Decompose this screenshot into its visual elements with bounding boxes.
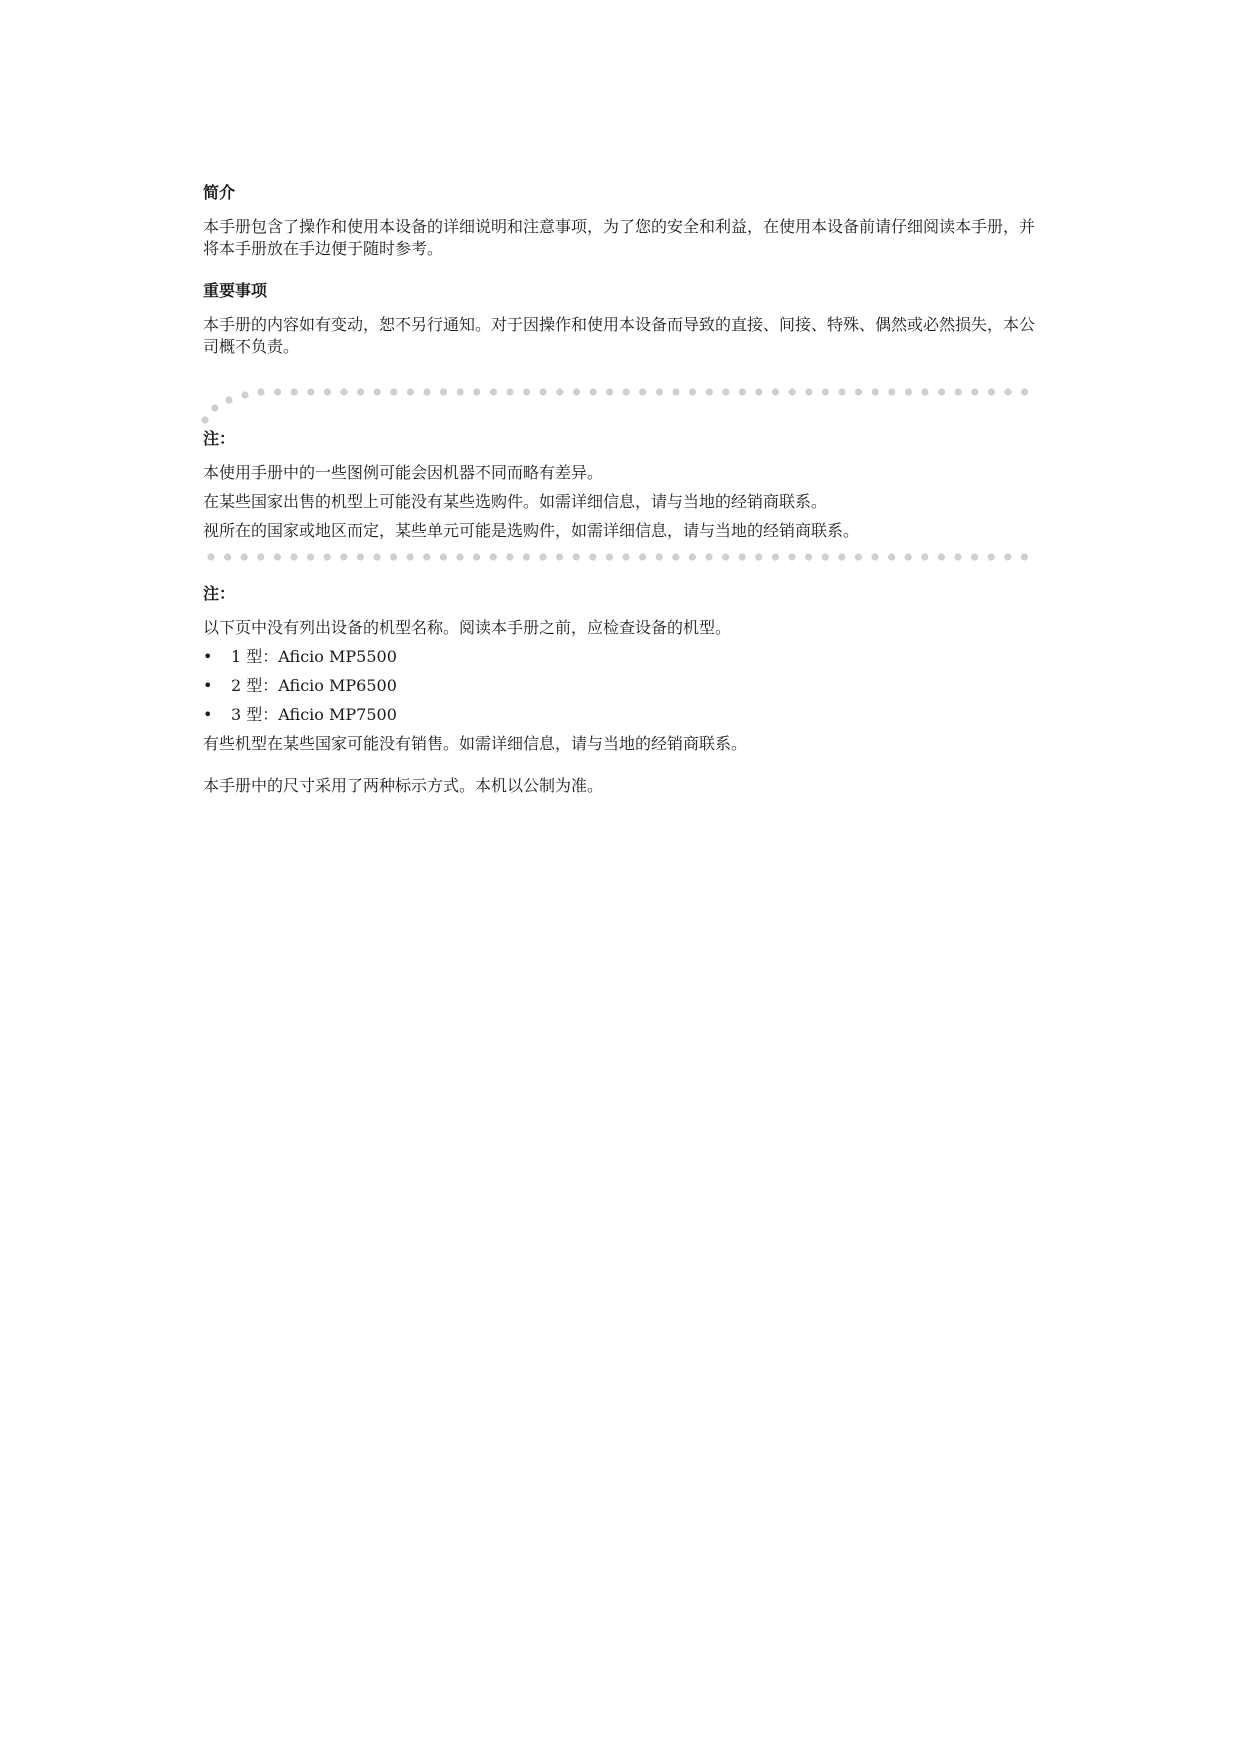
divider-dot — [988, 388, 995, 395]
divider-dot — [1004, 553, 1011, 560]
divider-dot — [490, 388, 497, 395]
model-list-item-text: 1 型：Aficio MP5500 — [231, 647, 397, 666]
note-dotted-divider — [203, 549, 1043, 565]
dotted-curve-graphic — [197, 378, 1047, 428]
divider-dot — [340, 553, 347, 560]
divider-dot — [556, 388, 563, 395]
divider-dot — [407, 388, 414, 395]
divider-dot — [622, 553, 629, 560]
divider-dot — [639, 388, 646, 395]
page-content — [203, 182, 1043, 797]
important-section — [203, 280, 1043, 358]
divider-dot — [201, 416, 208, 423]
divider-dot — [971, 388, 978, 395]
divider-dot — [589, 553, 596, 560]
divider-dot — [407, 553, 414, 560]
divider-dot — [755, 388, 762, 395]
divider-dot — [805, 553, 812, 560]
note-2-after: 有些机型在某些国家可能没有销售。如需详细信息，请与当地的经销商联系。 — [203, 734, 748, 753]
divider-dot — [274, 388, 281, 395]
important-heading: 重要事项 — [203, 281, 268, 300]
divider-dot — [606, 553, 613, 560]
divider-dot — [855, 388, 862, 395]
divider-dot — [573, 553, 580, 560]
model-list-item — [203, 704, 1043, 726]
divider-dot — [307, 388, 314, 395]
divider-dot — [324, 553, 331, 560]
divider-dot — [573, 388, 580, 395]
divider-dot — [838, 553, 845, 560]
divider-dot — [440, 388, 447, 395]
divider-dot — [540, 388, 547, 395]
divider-dot — [672, 388, 679, 395]
divider-dot — [755, 553, 762, 560]
bullet-icon: • — [203, 647, 213, 666]
divider-dot — [954, 553, 961, 560]
divider-dot — [1004, 388, 1011, 395]
divider-dot — [241, 391, 248, 398]
divider-dot — [656, 388, 663, 395]
divider-dot — [689, 388, 696, 395]
divider-dot — [390, 553, 397, 560]
model-list-item-text: 3 型：Aficio MP7500 — [231, 705, 397, 724]
divider-dot — [871, 553, 878, 560]
divider-dot — [855, 553, 862, 560]
divider-dot — [211, 404, 218, 411]
divider-dot — [921, 388, 928, 395]
divider-dot — [872, 388, 879, 395]
divider-dot — [888, 388, 895, 395]
divider-dot — [556, 553, 563, 560]
divider-dot — [224, 553, 231, 560]
divider-dot — [207, 553, 214, 560]
note-2-label: 注： — [203, 584, 236, 603]
divider-dot — [822, 388, 829, 395]
divider-dot — [257, 388, 264, 395]
divider-dot — [506, 388, 513, 395]
divider-dot — [905, 553, 912, 560]
model-list-item — [203, 646, 1043, 668]
divider-dot — [921, 553, 928, 560]
divider-dot — [722, 388, 729, 395]
note-2 — [203, 583, 1043, 755]
divider-dot — [805, 388, 812, 395]
divider-dot — [473, 553, 480, 560]
model-list — [203, 646, 1043, 726]
note-top-dotted-divider — [203, 378, 1043, 428]
divider-dot — [539, 553, 546, 560]
divider-dot — [456, 553, 463, 560]
divider-dot — [340, 388, 347, 395]
divider-dot — [440, 553, 447, 560]
divider-dot — [523, 388, 530, 395]
divider-dot — [888, 553, 895, 560]
bullet-icon: • — [203, 676, 213, 695]
divider-dot — [772, 553, 779, 560]
divider-dot — [838, 388, 845, 395]
note-2-intro: 以下页中没有列出设备的机型名称。阅读本手册之前，应检查设备的机型。 — [203, 618, 732, 637]
intro-section — [203, 182, 1043, 260]
divider-dot — [705, 553, 712, 560]
divider-dot — [506, 553, 513, 560]
divider-dot — [988, 553, 995, 560]
divider-dot — [706, 388, 713, 395]
divider-dot — [523, 553, 530, 560]
divider-dot — [457, 388, 464, 395]
divider-dot — [357, 553, 364, 560]
divider-dot — [324, 388, 331, 395]
divider-dot — [490, 553, 497, 560]
note-1-line: 在某些国家出售的机型上可能没有某些选购件。如需详细信息，请与当地的经销商联系。 — [203, 492, 828, 511]
divider-dot — [290, 553, 297, 560]
divider-dot — [788, 553, 795, 560]
note-1-line: 本使用手册中的一些图例可能会因机器不同而略有差异。 — [203, 463, 604, 482]
divider-dot — [639, 553, 646, 560]
divider-dot — [291, 388, 298, 395]
divider-dot — [689, 553, 696, 560]
note-1-line: 视所在的国家或地区而定，某些单元可能是选购件，如需详细信息，请与当地的经销商联系。 — [203, 521, 860, 540]
divider-dot — [606, 388, 613, 395]
divider-dot — [257, 553, 264, 560]
divider-dot — [473, 388, 480, 395]
note-1 — [203, 428, 1043, 542]
divider-dot — [722, 553, 729, 560]
divider-dot — [971, 553, 978, 560]
divider-dot — [905, 388, 912, 395]
divider-dot — [822, 553, 829, 560]
divider-dot — [739, 388, 746, 395]
divider-dot — [938, 553, 945, 560]
intro-heading: 简介 — [203, 183, 236, 202]
model-list-item-text: 2 型：Aficio MP6500 — [231, 676, 397, 695]
divider-dot — [589, 388, 596, 395]
divider-dot — [373, 553, 380, 560]
divider-dot — [225, 396, 232, 403]
divider-dot — [772, 388, 779, 395]
divider-dot — [1021, 388, 1028, 395]
divider-dot — [357, 388, 364, 395]
divider-dot — [241, 553, 248, 560]
divider-dot — [423, 388, 430, 395]
divider-dot — [423, 553, 430, 560]
divider-dot — [1021, 553, 1028, 560]
closing-text: 本手册中的尺寸采用了两种标示方式。本机以公制为准。 — [203, 776, 604, 795]
divider-dot — [656, 553, 663, 560]
note-1-label: 注： — [203, 429, 236, 448]
divider-dot — [789, 388, 796, 395]
dotted-line-graphic — [203, 549, 1043, 565]
divider-dot — [623, 388, 630, 395]
divider-dot — [390, 388, 397, 395]
bullet-icon: • — [203, 705, 213, 724]
divider-dot — [739, 553, 746, 560]
divider-dot — [374, 388, 381, 395]
intro-text: 本手册包含了操作和使用本设备的详细说明和注意事项，为了您的安全和利益，在使用本设备前请仔细阅读本手册，并将本手册放在手边便于随时参考。 — [203, 217, 1036, 258]
divider-dot — [938, 388, 945, 395]
model-list-item — [203, 675, 1043, 697]
important-text: 本手册的内容如有变动，恕不另行通知。对于因操作和使用本设备而导致的直接、间接、特殊、偶然或必然损失，本公司概不负责。 — [203, 315, 1036, 356]
divider-dot — [307, 553, 314, 560]
divider-dot — [672, 553, 679, 560]
divider-dot — [955, 388, 962, 395]
divider-dot — [274, 553, 281, 560]
